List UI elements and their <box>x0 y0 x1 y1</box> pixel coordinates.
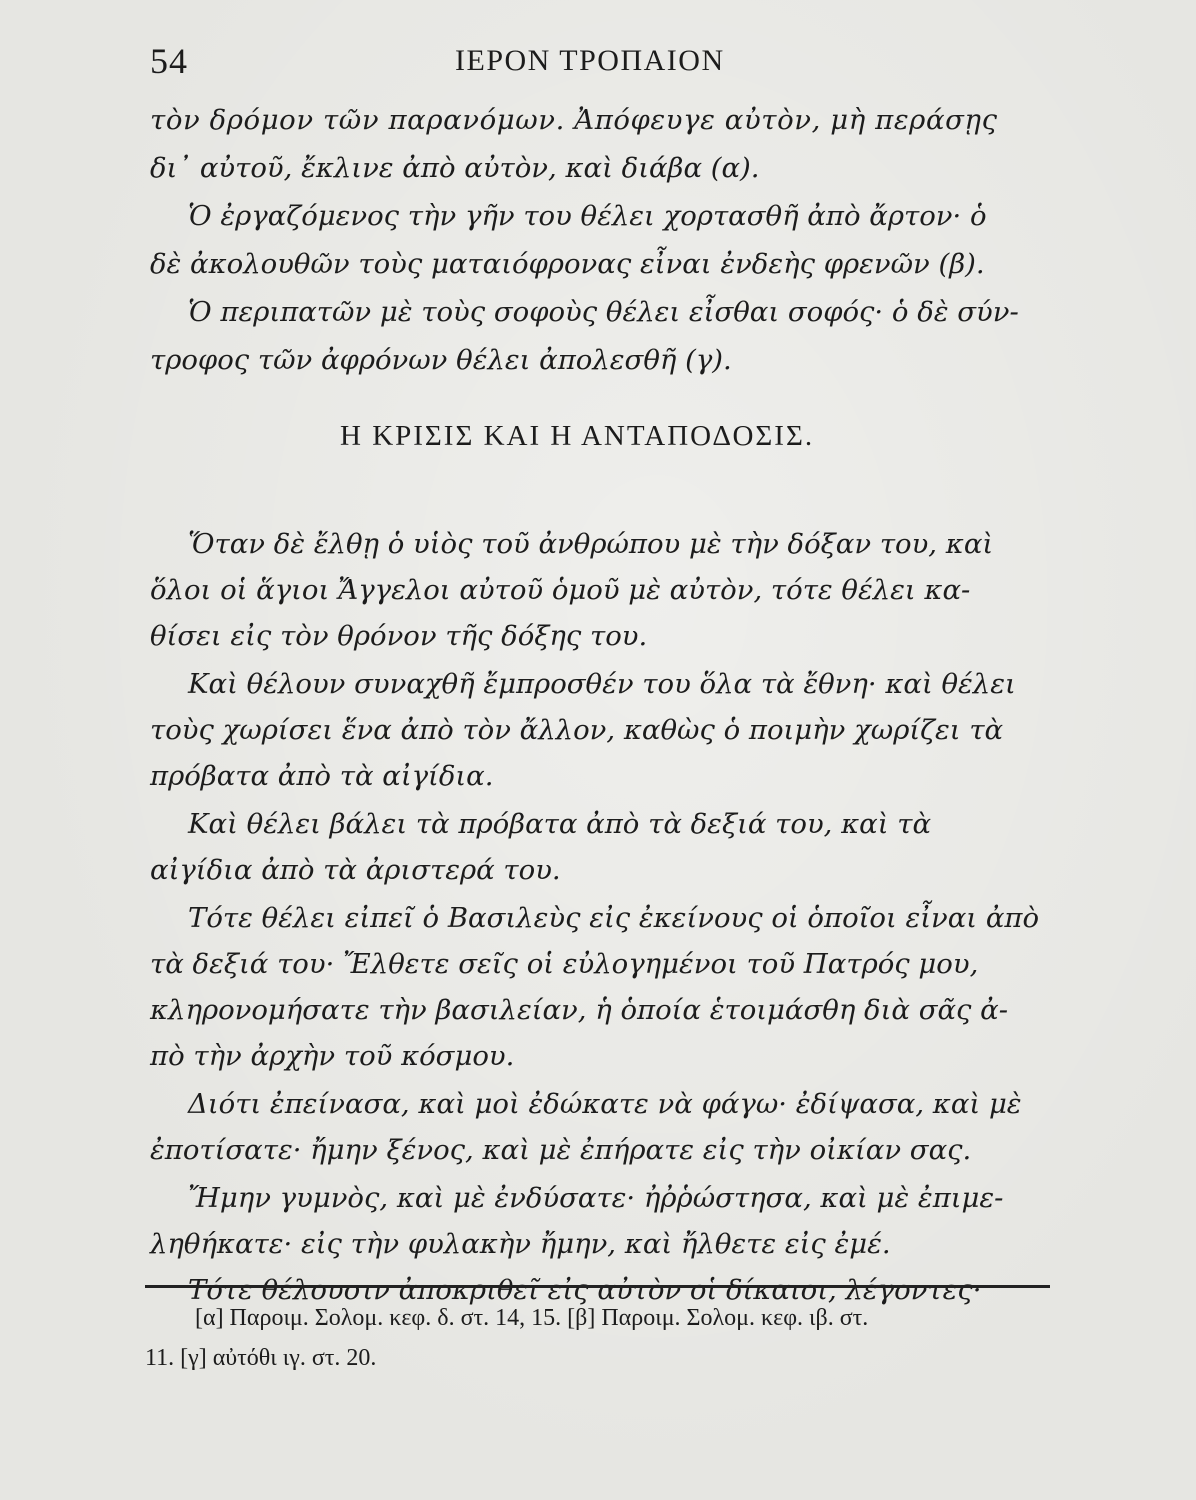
text-line: κληρονομήσατε τὴν βασιλείαν, ἡ ὁποία ἑτοιμάσθη διὰ σᾶς ἀ- <box>150 994 1009 1026</box>
text-line: τροφος τῶν ἀφρόνων θέλει ἀπολεσθῆ (γ). <box>150 344 732 376</box>
page-header <box>150 40 1050 90</box>
text-line: Ὅταν δὲ ἔλθῃ ὁ υἱὸς τοῦ ἀνθρώπου μὲ τὴν δόξαν του, καὶ <box>188 528 994 560</box>
page-number: 54 <box>150 41 188 81</box>
text-line: τὸν δρόμον τῶν παρανόμων. Ἀπόφευγε αὐτὸν, μὴ περάσῃς <box>150 104 998 136</box>
section-heading: Η ΚΡΙΣΙΣ ΚΑΙ Η ΑΝΤΑΠΟΔΟΣΙΣ. <box>340 420 815 452</box>
text-line: τὰ δεξιά του· Ἔλθετε σεῖς οἱ εὐλογημένοι τοῦ Πατρός μου, <box>150 948 979 980</box>
text-line: Ὁ ἐργαζόμενος τὴν γῆν του θέλει χορτασθῆ ἀπὸ ἄρτον· ὁ <box>188 200 987 232</box>
footnote-divider <box>145 1285 1050 1288</box>
text-line: πρόβατα ἀπὸ τὰ αἰγίδια. <box>150 760 494 792</box>
text-line: ὅλοι οἱ ἅγιοι Ἄγγελοι αὐτοῦ ὁμοῦ μὲ αὐτὸν, τότε θέλει κα- <box>150 574 971 606</box>
text-line: Καὶ θέλουν συναχθῆ ἔμπροσθέν του ὅλα τὰ ἔθνη· καὶ θέλει <box>188 668 1016 700</box>
footnote-line: 11. [γ] αὐτόθι ιγ. στ. 20. <box>145 1345 377 1371</box>
text-line: Ἤμην γυμνὸς, καὶ μὲ ἐνδύσατε· ἠῤῥώστησα, καὶ μὲ ἐπιμε- <box>188 1182 1004 1214</box>
text-line: δὲ ἀκολουθῶν τοὺς ματαιόφρονας εἶναι ἐνδεὴς φρενῶν (β). <box>150 248 985 280</box>
text-line: Τότε θέλουσιν ἀποκριθεῖ εἰς αὐτὸν οἱ δίκαιοι, λέγοντες· <box>188 1274 982 1306</box>
text-line: δι᾽ αὐτοῦ, ἔκλινε ἀπὸ αὐτὸν, καὶ διάβα (α). <box>150 152 760 184</box>
text-line: θίσει εἰς τὸν θρόνον τῆς δόξης του. <box>150 620 648 652</box>
text-line: πὸ τὴν ἀρχὴν τοῦ κόσμου. <box>150 1040 515 1072</box>
text-line: Τότε θέλει εἰπεῖ ὁ Βασιλεὺς εἰς ἐκείνους οἱ ὁποῖοι εἶναι ἀπὸ <box>188 902 1040 934</box>
running-title: ΙΕΡΟΝ ΤΡΟΠΑΙΟΝ <box>455 44 725 77</box>
text-line: Ὁ περιπατῶν μὲ τοὺς σοφοὺς θέλει εἶσθαι σοφός· ὁ δὲ σύν- <box>188 296 1019 328</box>
text-line: τοὺς χωρίσει ἕνα ἀπὸ τὸν ἄλλον, καθὼς ὁ ποιμὴν χωρίζει τὰ <box>150 714 1004 746</box>
text-line: ληθήκατε· εἰς τὴν φυλακὴν ἤμην, καὶ ἤλθετε εἰς ἐμέ. <box>150 1228 891 1260</box>
text-line: αἰγίδια ἀπὸ τὰ ἀριστερά του. <box>150 854 561 886</box>
text-line: ἐποτίσατε· ἤμην ξένος, καὶ μὲ ἐπήρατε εἰς τὴν οἰκίαν σας. <box>150 1134 972 1166</box>
text-line: Διότι ἐπείνασα, καὶ μοὶ ἐδώκατε νὰ φάγω· ἐδίψασα, καὶ μὲ <box>188 1088 1022 1120</box>
text-line: Καὶ θέλει βάλει τὰ πρόβατα ἀπὸ τὰ δεξιά του, καὶ τὰ <box>188 808 932 840</box>
footnote-line: [α] Παροιμ. Σολομ. κεφ. δ. στ. 14, 15. [β] Παροιμ. Σολομ. κεφ. ιβ. στ. <box>195 1305 869 1331</box>
